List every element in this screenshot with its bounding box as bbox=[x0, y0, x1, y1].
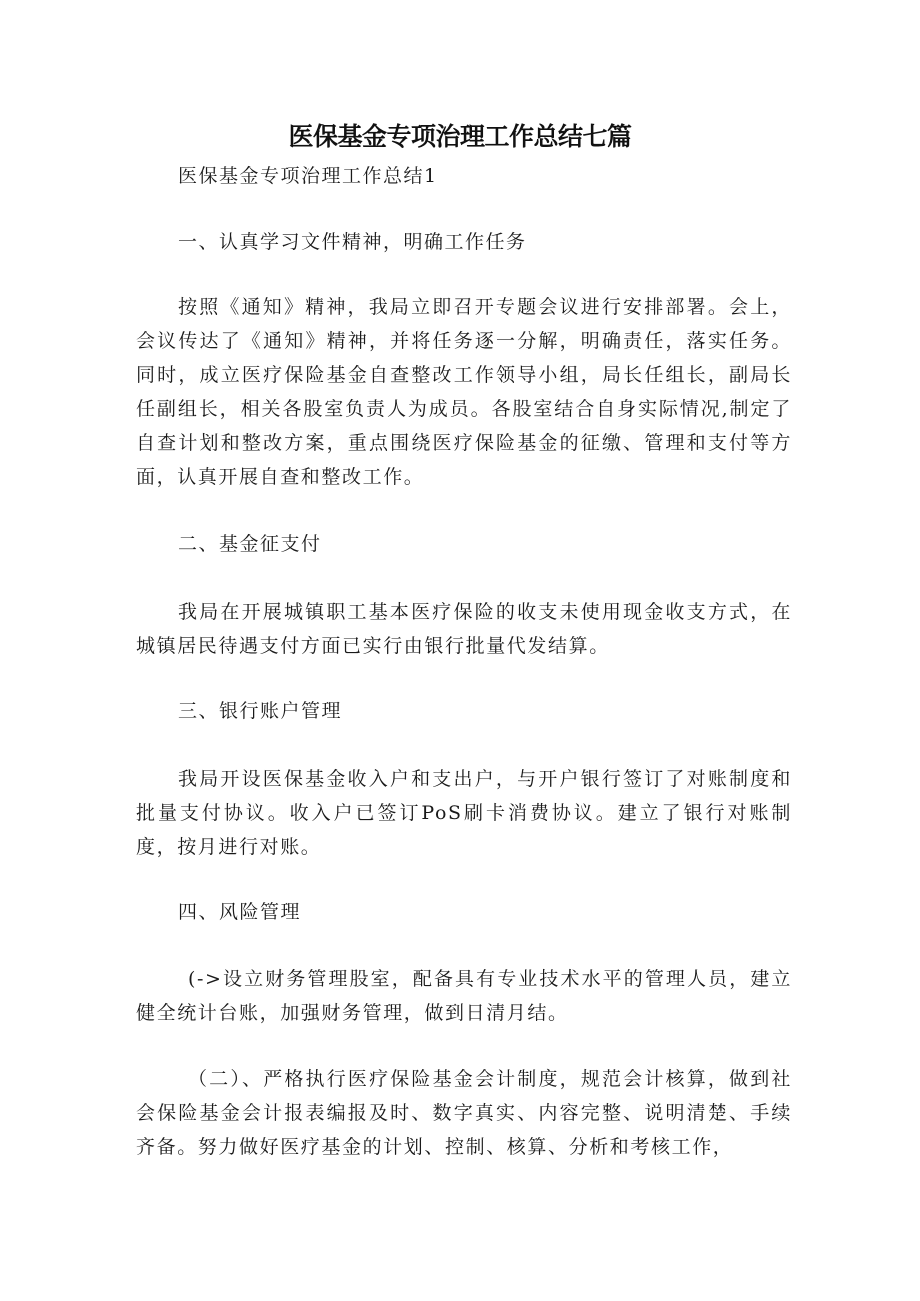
section-4-paragraph-1: (->设立财务管理股室，配备具有专业技术水平的管理人员，建立健全统计台账，加强财务管理，做到日清月结。 bbox=[136, 968, 792, 1024]
section-2-paragraph: 我局在开展城镇职工基本医疗保险的收支未使用现金收支方式，在城镇居民待遇支付方面已实行由银行批量代发结算。 bbox=[136, 601, 792, 657]
section-4-paragraph-2: （二）、严格执行医疗保险基金会计制度，规范会计核算，做到社会保险基金会计报表编报及时、数字真实、内容完整、说明清楚、手续齐备。努力做好医疗基金的计划、控制、核算、分析和考核工作， bbox=[136, 1068, 792, 1158]
section-3-paragraph: 我局开设医保基金收入户和支出户，与开户银行签订了对账制度和批量支付协议。收入户已签订PoS刷卡消费协议。建立了银行对账制度，按月进行对账。 bbox=[136, 768, 792, 858]
document-subtitle: 医保基金专项治理工作总结1 bbox=[178, 165, 438, 187]
section-heading-2: 二、基金征支付 bbox=[178, 533, 322, 555]
section-heading-1: 一、认真学习文件精神，明确工作任务 bbox=[178, 231, 527, 253]
section-heading-3: 三、银行账户管理 bbox=[178, 700, 343, 722]
document-title: 医保基金专项治理工作总结七篇 bbox=[288, 122, 632, 151]
section-heading-4: 四、风险管理 bbox=[178, 901, 302, 923]
section-1-paragraph: 按照《通知》精神，我局立即召开专题会议进行安排部署。会上，会议传达了《通知》精神，并将任务逐一分解，明确责任，落实任务。同时，成立医疗保险基金自查整改工作领导小组，局长任组长，副局长任副组长，相关各股室负责人为成员。各股室结合自身实际情况,制定了自查计划和整改方案，重点围绕医疗保险基金的征缴、管理和支付等方面，认真开展自查和整改工作。 bbox=[136, 296, 792, 488]
